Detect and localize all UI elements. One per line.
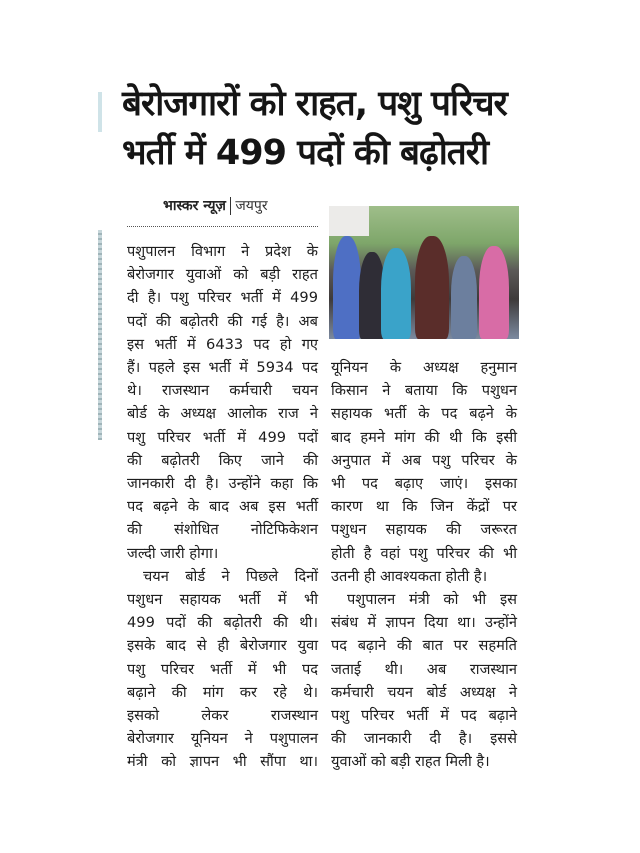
article-column-right — [331, 356, 517, 774]
text-line: पशुपालन विभाग ने प्रदेश के — [127, 243, 318, 260]
text-line: 499 पदों की बढ़ोतरी की थी। — [127, 614, 318, 632]
text-line: कर्मचारी चयन बोर्ड अध्यक्ष ने — [331, 683, 517, 701]
headline-line-1: बेरोजगारों को राहत, पशु परिचर — [122, 84, 507, 124]
text-line: पशुधन सहायक की जरूरत — [331, 521, 517, 539]
text-line: संबंध में ज्ञापन दिया था। उन्होंने — [331, 614, 517, 632]
text-line: बढ़ाने की मांग कर रहे थे। — [127, 683, 318, 701]
headline-line-2: भर्ती में 499 पदों की बढ़ोतरी — [122, 133, 489, 173]
photo-person — [451, 256, 477, 339]
text-line: बेरोजगार युवाओं को बड़ी राहत — [127, 266, 318, 284]
text-line: हैं। पहले इस भर्ती में 5934 पद — [127, 359, 318, 377]
text-line: बाद हमने मांग की थी कि इसी — [331, 428, 517, 446]
text-line: मंत्री को ज्ञापन भी सौंपा था। — [127, 753, 318, 771]
photo-signboard — [329, 206, 369, 236]
text-line: कारण था कि जिन केंद्रों पर — [331, 498, 517, 516]
photo-person — [333, 236, 361, 339]
byline-city: जयपुर — [235, 198, 268, 214]
text-line: होती है वहां पशु परिचर की भी — [331, 544, 517, 562]
text-line: पदों की बढ़ोतरी की गई है। अब — [127, 312, 318, 330]
text-line: किसान ने बताया कि पशुधन — [331, 382, 517, 400]
byline — [163, 196, 268, 215]
text-line: की संशोधित नोटिफिकेशन — [127, 521, 318, 539]
photo-person — [381, 248, 411, 339]
text-line: पशु परिचर भर्ती में पद बढ़ाने — [331, 707, 517, 725]
photo-person — [415, 236, 449, 339]
text-line: बोर्ड के अध्यक्ष आलोक राज ने — [127, 405, 318, 423]
text-line: सहायक भर्ती के पद बढ़ने के — [331, 405, 517, 423]
dotted-divider — [127, 226, 318, 227]
text-line: भी पद बढ़ाए जाएं। इसका — [331, 475, 517, 493]
text-line: थे। राजस्थान कर्मचारी चयन — [127, 382, 318, 400]
text-line: इसको लेकर राजस्थान — [127, 707, 318, 725]
text-line: जताई थी। अब राजस्थान — [331, 660, 517, 678]
headline — [122, 80, 542, 178]
text-line: पद बढ़ाने की बात पर सहमति — [331, 637, 517, 655]
text-line: जानकारी दी है। उन्होंने कहा कि — [127, 475, 318, 493]
photo-person — [479, 246, 509, 339]
text-line: पद बढ़ने के बाद अब इस भर्ती — [127, 498, 318, 516]
text-line: यूनियन के अध्यक्ष हनुमान — [331, 359, 517, 376]
text-line: पशुपालन मंत्री को भी इस — [347, 591, 517, 609]
text-line: उतनी ही आवश्यकता होती है। — [331, 567, 488, 585]
text-line: युवाओं को बड़ी राहत मिली है। — [331, 753, 490, 771]
scan-edge-mark — [98, 230, 102, 440]
text-line: अनुपात में अब पशु परिचर के — [331, 451, 517, 469]
text-line: जल्दी जारी होगा। — [127, 544, 219, 562]
text-line: पशु परिचर भर्ती में 499 पदों — [127, 428, 318, 446]
text-line: इसके बाद से ही बेरोजगार युवा — [127, 637, 318, 655]
byline-source: भास्कर न्यूज़ — [163, 198, 226, 214]
text-line: बेरोजगार यूनियन ने पशुपालन — [127, 730, 318, 748]
text-line: दी है। पशु परिचर भर्ती में 499 — [127, 289, 318, 307]
article-column-left — [127, 240, 318, 774]
text-line: पशु परिचर भर्ती में भी पद — [127, 660, 318, 678]
byline-divider — [230, 197, 232, 215]
text-line: की जानकारी दी है। इससे — [331, 730, 517, 748]
text-line: चयन बोर्ड ने पिछले दिनों — [143, 567, 318, 585]
scan-edge-mark — [98, 92, 102, 132]
text-line: पशुधन सहायक भर्ती में भी — [127, 591, 318, 609]
news-photo — [329, 206, 519, 339]
text-line: इस भर्ती में 6433 पद हो गए — [127, 335, 318, 353]
text-line: की बढ़ोतरी किए जाने की — [127, 451, 318, 469]
